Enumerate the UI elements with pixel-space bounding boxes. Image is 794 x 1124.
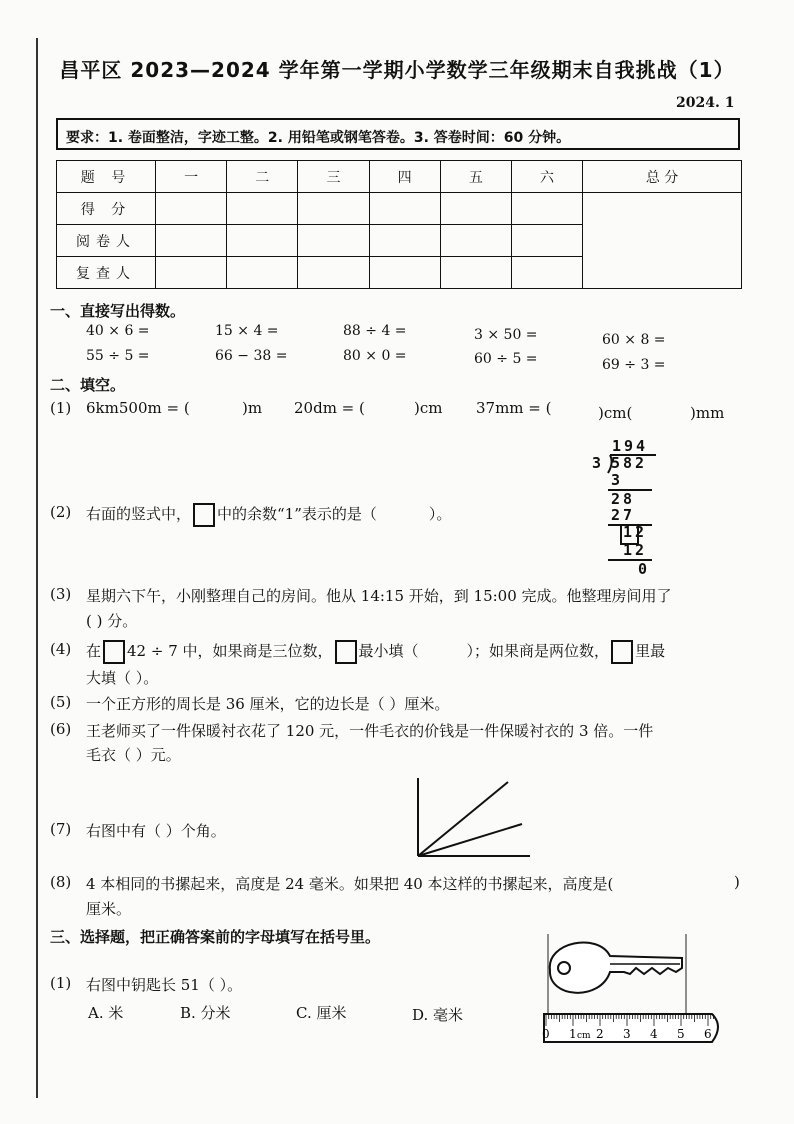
ruler-unit: cm [577, 1031, 591, 1041]
q2-1-part-c: 37mm = ( [476, 399, 552, 417]
page-title: 昌平区 2023—2024 学年第一学期小学数学三年级期末自我挑战（1） [59, 58, 735, 82]
score-cell[interactable] [511, 257, 582, 289]
score-cell[interactable] [227, 193, 298, 225]
row-label: 阅卷人 [57, 225, 156, 257]
score-cell[interactable] [156, 225, 227, 257]
q2-8-number: (8) [50, 873, 72, 891]
exam-date: 2024. 1 [676, 95, 735, 111]
header-cell: 三 [298, 161, 369, 193]
score-cell[interactable] [511, 225, 582, 257]
header-cell: 一 [156, 161, 227, 193]
header-cell: 总 分 [583, 161, 742, 193]
q2-2-text [86, 503, 451, 527]
ruler-label: 0 [542, 1027, 550, 1041]
division-step: 12 [623, 523, 648, 541]
q2-1-part-c-unit2: )mm [690, 404, 725, 422]
q2-4-d: ）；如果商是两位数， [466, 642, 610, 660]
option-d: D. 毫米 [412, 1006, 464, 1024]
header-cell: 四 [369, 161, 440, 193]
score-cell[interactable] [440, 193, 511, 225]
calc-item: 60 × 8 = [602, 332, 666, 348]
q2-4-line2: 大填（ ）。 [86, 669, 159, 687]
score-cell[interactable] [440, 225, 511, 257]
section3-heading: 三、选择题，把正确答案前的字母填写在括号里。 [50, 928, 381, 946]
score-cell[interactable] [298, 225, 369, 257]
q2-1-part-c-unit: )cm( [598, 404, 633, 422]
q2-5-number: (5) [50, 693, 72, 711]
header-cell: 五 [440, 161, 511, 193]
ruler-label: 6 [704, 1027, 712, 1041]
total-score-cell[interactable] [583, 193, 742, 289]
q2-4-line1 [86, 640, 665, 664]
calc-item: 69 ÷ 3 = [602, 357, 666, 373]
score-cell[interactable] [227, 257, 298, 289]
q2-7-text: 右图中有（ ）个角。 [86, 822, 226, 840]
answer-box [335, 640, 357, 664]
score-cell[interactable] [156, 257, 227, 289]
answer-box [193, 503, 215, 527]
calc-item: 66 − 38 = [215, 348, 288, 364]
option-a: A. 米 [88, 1004, 124, 1022]
division-dividend: 582 [611, 454, 648, 472]
ruler-label: 2 [596, 1027, 604, 1041]
key-icon [550, 942, 682, 992]
calc-item: 15 × 4 = [215, 323, 279, 339]
row-label: 得 分 [57, 193, 156, 225]
q2-2-pre: 右面的竖式中， [86, 505, 192, 523]
q2-4-number: (4) [50, 640, 72, 658]
q2-8-line2: 厘米。 [86, 900, 132, 918]
q2-1-number: (1) [50, 399, 72, 417]
q3-1-text: 右图中钥匙长 51（ ）。 [86, 976, 243, 994]
division-divisor: 3 [592, 454, 605, 472]
q2-3-line2: ( ) 分。 [86, 612, 138, 630]
calc-item: 40 × 6 = [86, 323, 150, 339]
section2-heading: 二、填空。 [50, 376, 126, 394]
ruler-label: 1 [569, 1027, 577, 1041]
calc-item: 88 ÷ 4 = [343, 323, 407, 339]
q2-1-part-a-unit: )m [242, 399, 263, 417]
section1-heading: 一、直接写出得数。 [50, 302, 186, 320]
division-step: 28 [611, 490, 636, 508]
q2-4-b: 42 ÷ 7 中，如果商是三位数， [127, 642, 333, 660]
option-c: C. 厘米 [296, 1004, 347, 1022]
score-cell[interactable] [369, 257, 440, 289]
score-cell[interactable] [298, 193, 369, 225]
division-step: 0 [638, 560, 651, 578]
answer-box [611, 640, 633, 664]
q2-3-number: (3) [50, 585, 72, 603]
q2-6-line2: 毛衣（ ）元。 [86, 746, 181, 764]
score-cell[interactable] [369, 193, 440, 225]
score-cell[interactable] [440, 257, 511, 289]
calc-item: 55 ÷ 5 = [86, 348, 150, 364]
score-cell[interactable] [227, 225, 298, 257]
q2-6-number: (6) [50, 720, 72, 738]
q2-4-c: 最小填（ [358, 642, 419, 660]
score-cell[interactable] [156, 193, 227, 225]
q2-7-number: (7) [50, 820, 72, 838]
q2-8-line1: 4 本相同的书摞起来，高度是 24 毫米。如果把 40 本这样的书摞起来，高度是( [86, 875, 614, 893]
division-step: 3 [611, 471, 624, 489]
angle-figure [414, 776, 534, 858]
row-label: 复查人 [57, 257, 156, 289]
option-b: B. 分米 [180, 1004, 231, 1022]
division-step: 12 [623, 541, 648, 559]
q2-6-line1: 王老师买了一件保暖衬衣花了 120 元，一件毛衣的价钱是一件保暖衬衣的 3 倍。一件 [86, 722, 654, 740]
answer-box [103, 640, 125, 664]
q2-4-a: 在 [86, 642, 102, 660]
header-cell: 二 [227, 161, 298, 193]
score-table-row [57, 193, 742, 225]
calc-item: 3 × 50 = [474, 327, 538, 343]
score-cell[interactable] [511, 193, 582, 225]
q2-8-end: ) [734, 873, 740, 891]
score-table-header-row [57, 161, 742, 193]
ruler-label: 4 [650, 1027, 658, 1041]
ruler-label: 5 [677, 1027, 685, 1041]
q2-2-post: 中的余数“1”表示的是（ [217, 505, 377, 523]
ruler-label: 3 [623, 1027, 631, 1041]
key-ruler-figure [540, 928, 730, 1048]
score-cell[interactable] [369, 225, 440, 257]
header-cell: 六 [511, 161, 582, 193]
q2-3-line1: 星期六下午，小刚整理自己的房间。他从 14:15 开始，到 15:00 完成。他整理房间用了 [86, 587, 672, 605]
score-table [56, 160, 742, 289]
division-step: 27 [611, 506, 636, 524]
q3-1-number: (1) [50, 974, 72, 992]
calc-item: 60 ÷ 5 = [474, 351, 538, 367]
q2-1-part-b: 20dm = ( [294, 399, 365, 417]
score-cell[interactable] [298, 257, 369, 289]
division-bracket [600, 453, 660, 477]
q2-2-number: (2) [50, 503, 72, 521]
q2-1-part-b-unit: )cm [414, 399, 443, 417]
page-left-rule [36, 38, 38, 1098]
requirements-box: 要求：1. 卷面整洁，字迹工整。2. 用铅笔或钢笔答卷。3. 答卷时间：60 分钟。 [56, 118, 740, 150]
calc-item: 80 × 0 = [343, 348, 407, 364]
q2-1-part-a: 6km500m = ( [86, 399, 190, 417]
q2-4-e: 里最 [635, 642, 666, 660]
q2-5-text: 一个正方形的周长是 36 厘米，它的边长是（ ）厘米。 [86, 695, 450, 713]
division-quotient: 194 [612, 437, 649, 455]
header-cell: 题 号 [57, 161, 156, 193]
q2-2-end: ）。 [428, 505, 452, 523]
